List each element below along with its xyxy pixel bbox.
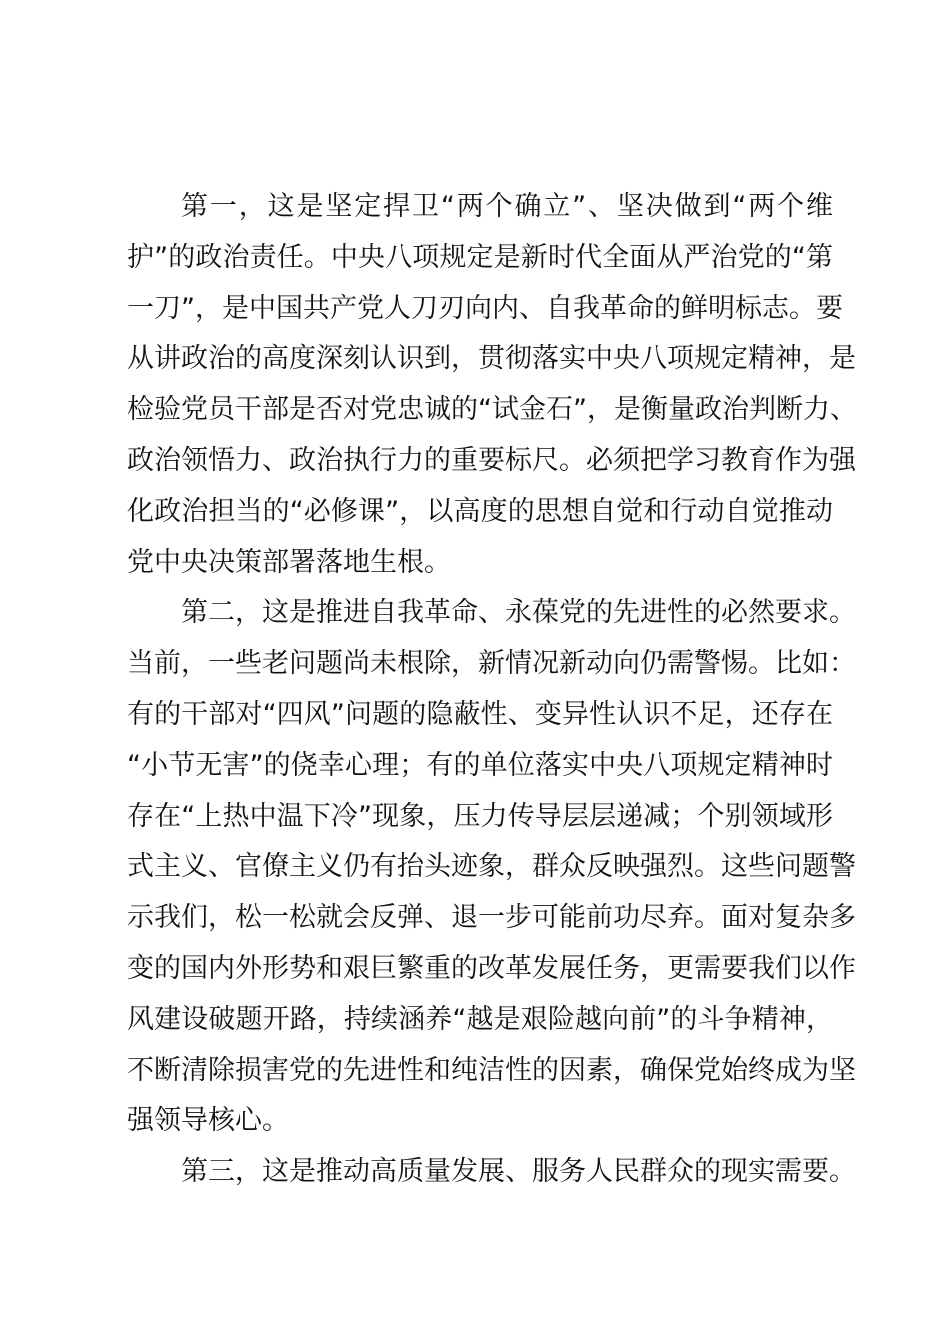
paragraph-1-line-3: 一刀”，是中国共产党人刀刃向内、自我革命的鲜明标志。要 xyxy=(127,292,843,324)
document-body xyxy=(127,182,857,1198)
paragraph-2-line-1: 第二，这是推进自我革命、永葆党的先进性的必然要求。 xyxy=(181,597,856,629)
paragraph-2-line-11: 强领导核心。 xyxy=(127,1105,289,1137)
paragraph-2-line-8: 变的国内外形势和艰巨繁重的改革发展任务，更需要我们以作 xyxy=(127,952,856,984)
paragraph-1-line-1: 第一，这是坚定捍卫“两个确立”、坚决做到“两个维 xyxy=(181,191,833,222)
paragraph-2-line-2: 当前，一些老问题尚未根除，新情况新动向仍需警惕。比如： xyxy=(127,648,856,680)
paragraph-1-line-7: 化政治担当的“必修课”，以高度的思想自觉和行动自觉推动 xyxy=(127,495,833,527)
paragraph-2-line-9: 风建设破题开路，持续涵养“越是艰险越向前”的斗争精神， xyxy=(127,1003,833,1035)
paragraph-2-line-4: “小节无害”的侥幸心理；有的单位落实中央八项规定精神时 xyxy=(127,749,833,781)
paragraph-3-line-1: 第三，这是推动高质量发展、服务人民群众的现实需要。 xyxy=(181,1156,856,1188)
paragraph-2-line-3: 有的干部对“四风”问题的隐蔽性、变异性认识不足，还存在 xyxy=(127,698,833,730)
paragraph-1-line-4: 从讲政治的高度深刻认识到，贯彻落实中央八项规定精神，是 xyxy=(127,343,856,375)
paragraph-1-line-5: 检验党员干部是否对党忠诚的“试金石”，是衡量政治判断力、 xyxy=(127,394,857,426)
paragraph-1-line-6: 政治领悟力、政治执行力的重要标尺。必须把学习教育作为强 xyxy=(127,444,856,476)
paragraph-2-line-10: 不断清除损害党的先进性和纯洁性的因素，确保党始终成为坚 xyxy=(127,1054,856,1086)
paragraph-1-line-8: 党中央决策部署落地生根。 xyxy=(127,546,451,578)
paragraph-2-line-7: 示我们，松一松就会反弹、退一步可能前功尽弃。面对复杂多 xyxy=(127,902,856,934)
paragraph-2-line-6: 式主义、官僚主义仍有抬头迹象，群众反映强烈。这些问题警 xyxy=(127,851,856,883)
paragraph-2-line-5: 存在“上热中温下冷”现象，压力传导层层递减；个别领域形 xyxy=(127,800,833,832)
paragraph-1-line-2: 护”的政治责任。中央八项规定是新时代全面从严治党的“第 xyxy=(127,241,833,273)
